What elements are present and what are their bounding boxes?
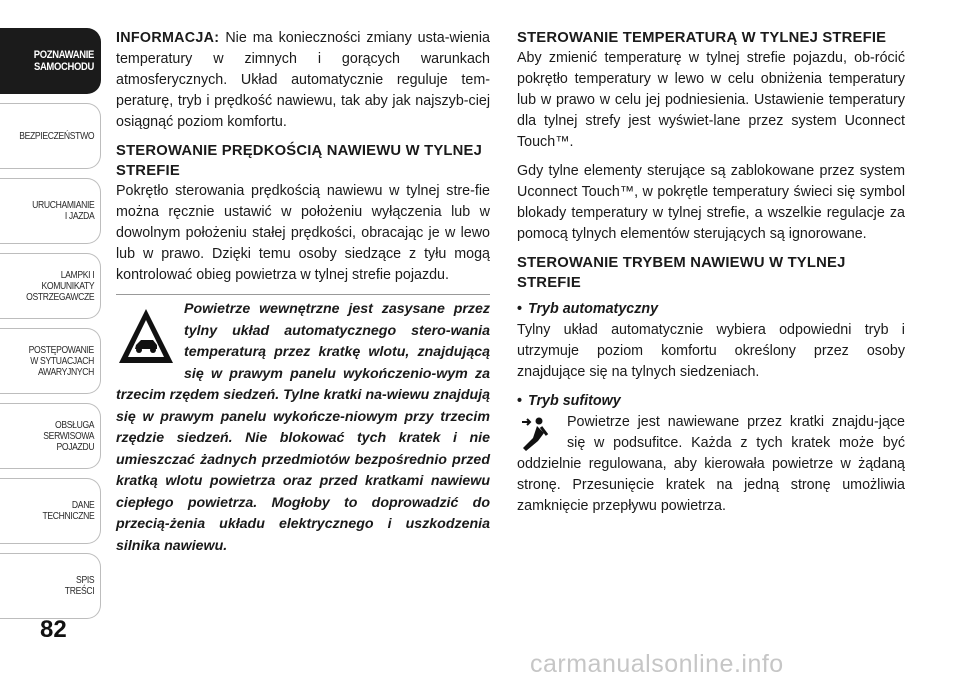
ceiling-mode-label: Tryb sufitowy [528, 393, 621, 409]
left-column [116, 28, 490, 557]
warning-box [116, 294, 490, 557]
fan-speed-paragraph: Pokrętło sterowania prędkością nawiewu w tylnej stre-fie można ręcznie ustawić w położeniu wyłączenia lub w dowolnym położeniu stałej prędkości, obracając je w lewo lub w prawo. Dzięki temu osoby siedzące z tyłu mogą kontrolować obieg powietrza w tylnej strefie pojazdu. [116, 183, 490, 283]
tab-spis-tresci[interactable] [0, 553, 101, 619]
tab-obsluga-serwisowa[interactable] [0, 403, 101, 469]
tab-uruchamianie-i-jazda[interactable] [0, 178, 101, 244]
tab-label: URUCHAMIANIE I JAZDA [31, 200, 94, 222]
info-lead: INFORMACJA: [116, 30, 220, 46]
info-paragraph [116, 28, 490, 133]
tab-label: BEZPIECZEŃSTWO [19, 130, 94, 142]
tab-label: OBSŁUGA SERWISOWA POJAZDU [43, 419, 94, 453]
auto-mode-bullet: • Tryb automatyczny [517, 301, 659, 317]
fan-speed-heading: STEROWANIE PRĘDKOŚCIĄ NAWIEWU W TYLNEJ STREFIE [116, 143, 483, 179]
temperature-paragraph-2: Gdy tylne elementy sterujące są zablokowane przez system Uconnect Touch™, w pokrętle temperatury świeci się symbol blokady temperatury w tylnej strefie, a wszelkie regulacje za pomocą tylnych elementów sterujących są ignorowane. [517, 163, 905, 242]
warning-triangle-icon [116, 305, 176, 367]
tab-postepowanie-awaryjne[interactable] [0, 328, 101, 394]
tab-lampki-i-komunikaty[interactable] [0, 253, 101, 319]
mode-heading: STEROWANIE TRYBEM NAWIEWU W TYLNEJ STREFIE [517, 255, 846, 291]
ceiling-mode-bullet: • Tryb sufitowy [517, 393, 621, 409]
tab-label: POZNAWANIE SAMOCHODU [33, 49, 94, 73]
ceiling-vent-mode-icon [519, 414, 557, 454]
temperature-paragraph-1: Aby zmienić temperaturę w tylnej strefie pojazdu, ob-rócić pokrętło temperatury w lewo w celu obniżenia temperatury lub w prawo w celu jej podniesienia. Ustawienie temperatury dla tylnej strefy jest wyświet-lane przez system Uconnect Touch™. [517, 50, 905, 150]
warning-text: Powietrze wewnętrzne jest zasysane przez tylny układ automatycznego stero-wania temperaturą przez kratkę wlotu, znajdującą się w prawym panelu wykończenio-wym za trzecim rzędem siedzeń. Tylne kratki na-wiewu znajdują się w prawym panelu wykończe-niowym przy trzecim rzędzie siedzeń. Nie blokować tych kratek i nie umieszczać żadnych przedmiotów bezpośrednio przed kratką wlotu powietrza oraz przed kratkami nawiewu ciepłego powietrza. Mogłoby to doprowadzić do przecią-żenia układu elektrycznego i uszkodzenia silnika nawiewu. [116, 301, 490, 554]
right-column [517, 28, 905, 525]
watermark: carmanualsonline.info [530, 650, 784, 678]
page-number: 82 [40, 616, 67, 643]
tab-label: SPIS TREŚCI [64, 575, 94, 597]
ceiling-mode-paragraph [517, 412, 905, 517]
auto-mode-label: Tryb automatyczny [528, 301, 659, 317]
tab-dane-techniczne[interactable] [0, 478, 101, 544]
tab-label: DANE TECHNICZNE [42, 500, 94, 522]
temperature-heading: STEROWANIE TEMPERATURĄ W TYLNEJ STREFIE [517, 30, 887, 46]
info-text: Nie ma konieczności zmiany usta-wienia temperatury w zimnych i gorących warunkach atmosferycznych. Układ automatycznie reguluje tem-peraturę, tryb i prędkość nawiewu, tak aby jak najszyb-ciej osiągnąć poziom komfortu. [116, 30, 490, 130]
tab-label: LAMPKI I KOMUNIKATY OSTRZEGAWCZE [25, 269, 94, 303]
auto-mode-text: Tylny układ automatycznie wybiera odpowiedni tryb i utrzymuje poziom komfortu określony przez osoby znajdujące się na tylnych siedzeniach. [517, 322, 905, 380]
tab-bezpieczenstwo[interactable] [0, 103, 101, 169]
tab-poznawanie-samochodu[interactable] [0, 28, 101, 94]
tab-label: POSTĘPOWANIE W SYTUACJACH AWARYJNYCH [28, 344, 94, 378]
ceiling-mode-text: Powietrze jest nawiewane przez kratki znajdu-jące się w podsufitce. Każda z tych kratek może być oddzielnie regulowana, aby kierowała powietrze w żądaną stronę. Przesunięcie kratek na jedną stronę umożliwia zamknięcie przepływu powietrza. [517, 414, 905, 514]
